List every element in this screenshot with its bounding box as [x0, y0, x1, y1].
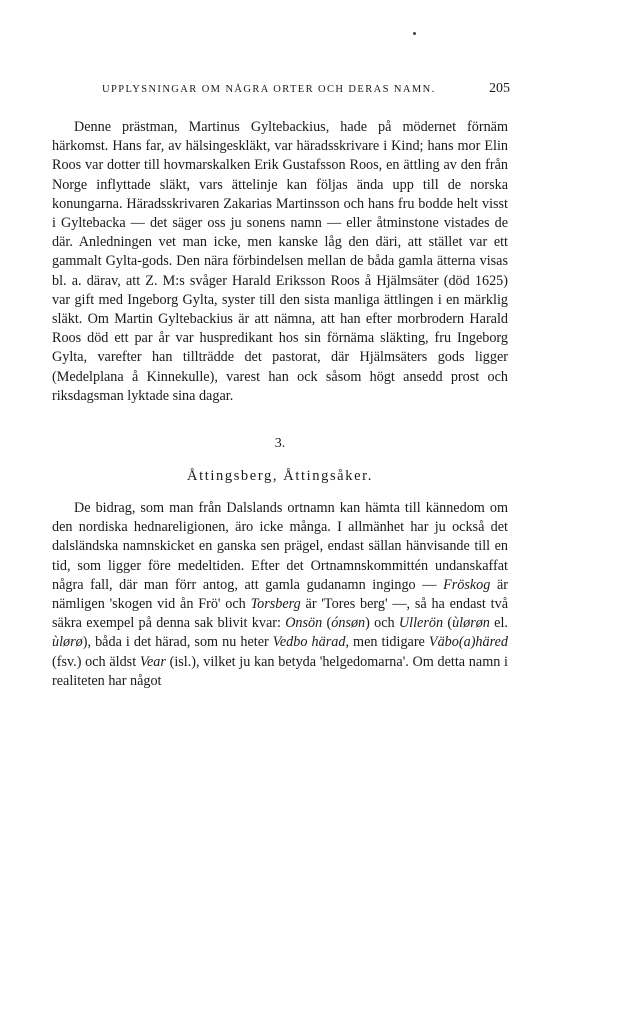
section-number: 3. — [274, 436, 286, 452]
text-run: är 'Tores berg' —, så ha endast två säkra exempel på denna sak blivit kvar: — [52, 596, 508, 632]
text-run: ( — [443, 615, 453, 632]
pronunciation-ulleron: ùlørøn — [452, 615, 490, 632]
text-run: ( — [322, 615, 332, 632]
pronunciation-ulleron-alt: ùlørø — [52, 634, 83, 651]
paragraph-dalsland-place-names — [52, 499, 508, 691]
place-name-torsberg: Torsberg — [250, 596, 301, 613]
section-heading: Åttingsberg, Åttingsåker. — [187, 468, 373, 485]
page-number: 205 — [489, 81, 510, 96]
text-run: (fsv.) och äldst — [52, 653, 140, 670]
running-title: UPPLYSNINGAR OM NÅGRA ORTER OCH DERAS NAMN. — [102, 84, 436, 95]
pronunciation-onson: ónsøn — [331, 615, 366, 632]
text-run: , men tidigare — [345, 634, 429, 651]
book-page — [52, 80, 508, 691]
paragraph-priest-gyltebackius: Denne prästman, Martinus Gyltebackius, hade på mödernet förnäm härkomst. Hans far, av hälsingeskläkt, var häradsskrivare i Kind; hans mor Elin Roos var dotter till hovmarskalken Erik Gustafsson Roos, en ättling av den från Norge inflyttade släkt, vars ättelinje kan följas ända upp till de norska konungarna. Häradsskrivaren Zakarias Martinsson och hans fru bodde helt visst i Gyltebacka — det säger oss ju sonens namn — eller åtminstone vistades de där. Anledningen vet man icke, men kanske låg den däri, att stället var ett gammalt Gylta-gods. Den nära förbindelsen mellan de båda gamla ätterna visas bl. a. därav, att Z. M:s svåger Harald Eriksson Roos å Hjälmsäter (död 1625) var gift med Ingeborg Gylta, syster till den sista manliga ättlingen i en märklig släkt. Om Martin Gyltebackius är att nämna, att han efter morbrodern Harald Roos död ett par år var huspredikant hos sin förnäma släkting, fru Ingeborg Gylta, varefter han tillträdde det pastorat, där Hjälmsäters gods ligger (Medelplana å Kinnekulle), varest han ock såsom högt ansedd prost och riksdagsman lyktade sina dagar. — [52, 119, 508, 404]
text-run: är nämligen 'skogen vid ån Frö' och — [52, 576, 508, 613]
place-name-ulleron: Ullerön — [398, 615, 444, 632]
text-run: el. — [489, 615, 508, 632]
text-run: De bidrag, som man från Dalslands ortnamn kan hämta till kännedom om den nordiska hednareligionen, äro icke många. I allmänhet har ju också det dalsländska namnskicket en ganska sen prägel, endast sällan hänvisande till en tid, som ligger före medeltiden. Efter det Ortnamnskommittén undanskaffat några fall, där man förr antog, att gamla gudanamn ingingo — — [52, 500, 508, 593]
text-run: ), båda i det härad, som nu heter — [82, 634, 273, 651]
place-name-froskog: Fröskog — [443, 576, 491, 593]
text-run: (isl.), vilket ju kan betyda 'helgedomarna'. Om detta namn i realiteten har något — [52, 653, 508, 689]
place-name-vedbo-harad: Vedbo härad — [272, 634, 346, 651]
stray-ink-dot — [413, 32, 416, 35]
place-name-onson: Onsön — [285, 615, 323, 632]
text-run: ) och — [365, 615, 399, 632]
place-name-vear: Vear — [139, 653, 166, 670]
running-head — [52, 80, 508, 102]
place-name-vabo-hared: Väbo(a)häred — [428, 634, 508, 651]
